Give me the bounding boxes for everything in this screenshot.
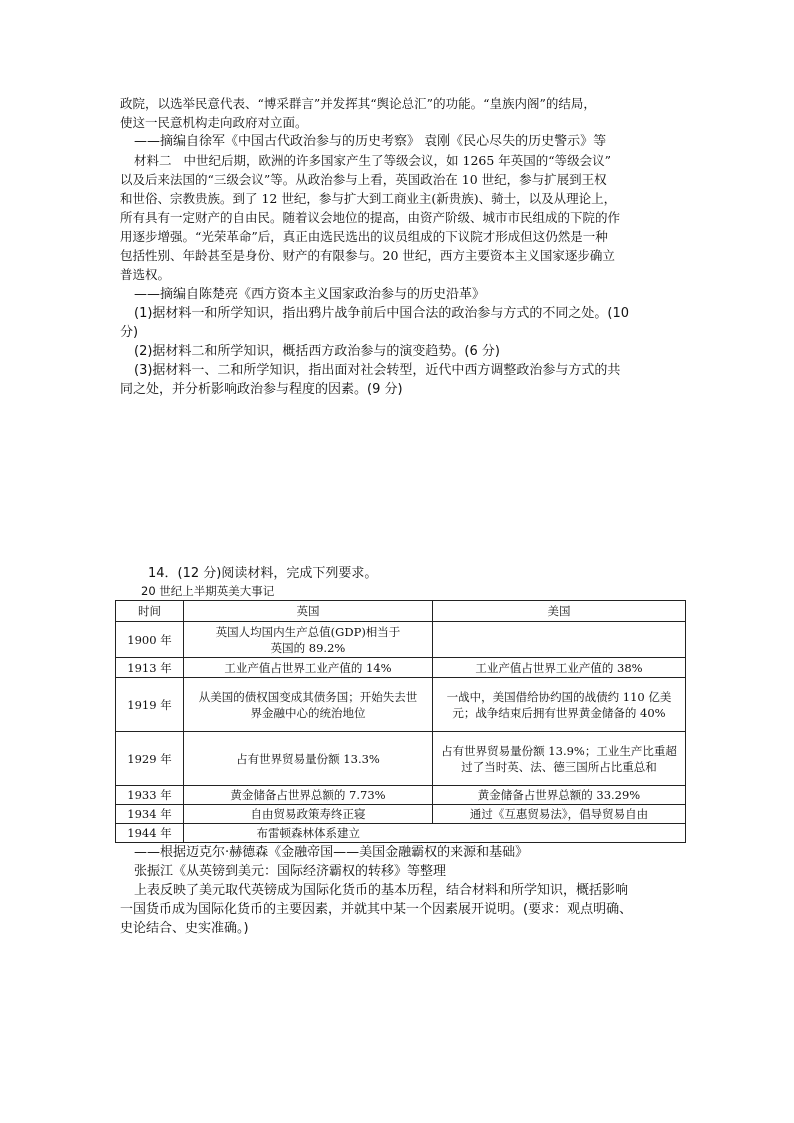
row-uk: 自由贸易政策寿终正寝 bbox=[184, 805, 433, 824]
row-us: 一战中，美国借给协约国的战债约 110 亿美元；战争结束后拥有世界黄金储备的 40% bbox=[433, 678, 686, 732]
material2-line-1: 中世纪后期，欧洲的许多国家产生了等级会议，如 1265 年英国的“等级会议” bbox=[183, 153, 612, 168]
material2-line-7: 普选权。 bbox=[120, 267, 171, 282]
table-row bbox=[116, 678, 686, 732]
material1-line-1: 政院，以选举民意代表、“博采群言”并发挥其“舆论总汇”的功能。“皇族内阁”的结局， bbox=[120, 96, 596, 111]
question-1-line-2: 分) bbox=[120, 325, 139, 340]
source-3-line-1: ——根据迈克尔·赫德森《金融帝国——美国金融霸权的来源和基础》 bbox=[134, 845, 529, 860]
source-2: ——摘编自陈楚亮《西方资本主义国家政治参与的历史沿革》 bbox=[134, 287, 486, 302]
row-us: 通过《互惠贸易法》，倡导贸易自由 bbox=[433, 805, 686, 824]
table-row bbox=[116, 732, 686, 786]
material2-line-5: 用逐步增强。“光荣革命”后，真正由选民选出的议员组成的下议院才形成但这仍然是一种 bbox=[120, 229, 608, 244]
row-uk: 英国人均国内生产总值(GDP)相当于英国的 89.2% bbox=[184, 622, 433, 658]
table-header-row bbox=[116, 601, 686, 622]
row-year: 1944 年 bbox=[116, 824, 184, 843]
source-3-line-2: 张振江《从英镑到美元：国际经济霸权的转移》等整理 bbox=[134, 864, 447, 879]
table-row bbox=[116, 805, 686, 824]
row-uk: 从美国的债权国变成其债务国；开始失去世界金融中心的统治地位 bbox=[184, 678, 433, 732]
material1-line-2: 使这一民意机构走向政府对立面。 bbox=[120, 115, 308, 130]
row-year: 1919 年 bbox=[116, 678, 184, 732]
material2-line-2: 以及后来法国的“三级会议”等。从政治参与上看，英国政治在 10 世纪，参与扩展到王权 bbox=[120, 172, 607, 187]
row-year: 1934 年 bbox=[116, 805, 184, 824]
table-row bbox=[116, 786, 686, 805]
row-us-empty bbox=[433, 824, 686, 843]
question-2: (2)据材料二和所学知识，概括西方政治参与的演变趋势。(6 分) bbox=[134, 344, 500, 359]
row-span: 布雷顿森林体系建立 bbox=[184, 824, 433, 843]
material2-first-line bbox=[134, 152, 611, 170]
material2-line-6: 包括性别、年龄甚至是身份、财产的有限参与。20 世纪，西方主要资本主义国家逐步确立 bbox=[120, 248, 615, 263]
material2-line-3: 和世俗、宗教贵族。到了 12 世纪，参与扩大到工商业主(新贵族)、骑士，以及从理论上， bbox=[120, 191, 617, 206]
question-1-line-1: (1)据材料一和所学知识，指出鸦片战争前后中国合法的政治参与方式的不同之处。(10 bbox=[134, 306, 630, 321]
row-uk: 工业产值占世界工业产值的 14% bbox=[184, 658, 433, 678]
row-us: 占有世界贸易量份额 13.9%；工业生产比重超过了当时英、法、德三国所占比重总和 bbox=[433, 732, 686, 786]
table-row bbox=[116, 622, 686, 658]
question-3-line-2: 同之处，并分析影响政治参与程度的因素。(9 分) bbox=[120, 382, 403, 397]
material2-label: 材料二 bbox=[134, 153, 172, 168]
question-14-prompt-line-1: 上表反映了美元取代英镑成为国际化货币的基本历程，结合材料和所学知识，概括影响 bbox=[134, 883, 629, 898]
row-us: 黄金储备占世界总额的 33.29% bbox=[433, 786, 686, 805]
header-time: 时间 bbox=[116, 601, 184, 622]
row-us bbox=[433, 622, 686, 658]
question-14-prompt-line-3: 史论结合、史实准确。) bbox=[120, 921, 249, 936]
table-caption: 20 世纪上半期英美大事记 bbox=[141, 584, 275, 598]
question-3-line-1: (3)据材料一、二和所学知识，指出面对社会转型，近代中西方调整政治参与方式的共 bbox=[134, 363, 621, 378]
table-row bbox=[116, 658, 686, 678]
table-row bbox=[116, 824, 686, 843]
source-1: ——摘编自徐军《中国古代政治参与的历史考察》 袁刚《民心尽失的历史警示》等 bbox=[134, 134, 607, 149]
question-14-heading: 14．(12 分)阅读材料，完成下列要求。 bbox=[148, 566, 378, 581]
row-year: 1900 年 bbox=[116, 622, 184, 658]
row-us: 工业产值占世界工业产值的 38% bbox=[433, 658, 686, 678]
events-table bbox=[115, 600, 686, 843]
row-year: 1933 年 bbox=[116, 786, 184, 805]
row-year: 1929 年 bbox=[116, 732, 184, 786]
material2-line-4: 所有具有一定财产的自由民。随着议会地位的提高，由资产阶级、城市市民组成的下院的作 bbox=[120, 210, 621, 225]
header-us: 美国 bbox=[433, 601, 686, 622]
header-uk: 英国 bbox=[184, 601, 433, 622]
row-year: 1913 年 bbox=[116, 658, 184, 678]
row-uk: 黄金储备占世界总额的 7.73% bbox=[184, 786, 433, 805]
row-uk: 占有世界贸易量份额 13.3% bbox=[184, 732, 433, 786]
question-14-prompt-line-2: 一国货币成为国际化货币的主要因素，并就其中某一个因素展开说明。(要求：观点明确、 bbox=[120, 902, 633, 917]
